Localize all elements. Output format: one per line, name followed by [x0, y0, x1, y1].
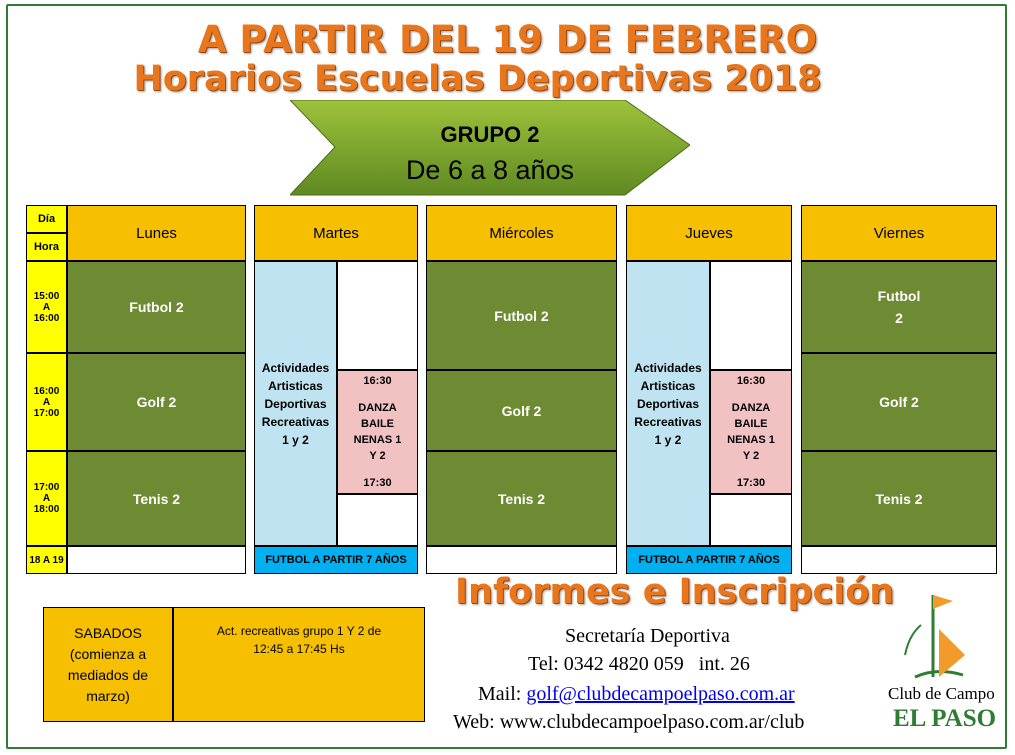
- danza-label: DANZA BAILE NENAS 1 Y 2: [727, 402, 775, 462]
- danza-label: DANZA BAILE NENAS 1 Y 2: [353, 402, 402, 462]
- day-header-jueves: Jueves: [626, 205, 792, 261]
- martes-futbol-7: FUTBOL A PARTIR 7 AÑOS: [254, 546, 418, 574]
- club-flag-logo-icon: [895, 585, 985, 685]
- viernes-futbol: Futbol 2: [801, 261, 997, 353]
- group-label: GRUPO 2: [440, 122, 540, 147]
- page-title: A PARTIR DEL 19 DE FEBRERO: [197, 18, 818, 61]
- miercoles-futbol: Futbol 2: [426, 261, 617, 370]
- lunes-tenis: Tenis 2: [67, 451, 246, 546]
- jueves-empty-top: [710, 261, 792, 370]
- time-slot-2: 16:00 A 17:00: [26, 353, 67, 451]
- logo-line2: EL PASO: [893, 705, 997, 732]
- jueves-empty-bottom: [710, 494, 792, 546]
- info-tel: Tel: 0342 4820 059 int. 26: [528, 653, 750, 675]
- martes-danza: [337, 370, 418, 494]
- info-mail-label: Mail:: [478, 683, 522, 705]
- danza-start-time: 16:30: [736, 375, 766, 387]
- day-header-lunes: Lunes: [67, 205, 246, 261]
- info-web: Web: www.clubdecampoelpaso.com.ar/club: [453, 711, 805, 733]
- miercoles-empty: [426, 546, 617, 574]
- saturday-detail: Act. recreativas grupo 1 Y 2 de 12:45 a 17:45 Hs: [173, 607, 425, 722]
- martes-artisticas: Actividades Artisticas Deportivas Recreativas 1 y 2: [254, 261, 337, 546]
- hora-header: Hora: [26, 233, 67, 261]
- lunes-golf: Golf 2: [67, 353, 246, 451]
- viernes-tenis: Tenis 2: [801, 451, 997, 546]
- danza-end-time: 17:30: [363, 477, 392, 489]
- info-dept: Secretaría Deportiva: [565, 625, 730, 647]
- martes-empty-top: [337, 261, 418, 370]
- page-subtitle: Horarios Escuelas Deportivas 2018: [133, 59, 822, 99]
- miercoles-golf: Golf 2: [426, 370, 617, 451]
- time-slot-1: 15:00 A 16:00: [26, 261, 67, 353]
- day-header-miercoles: Miércoles: [426, 205, 617, 261]
- dia-header: Día: [26, 205, 67, 233]
- info-mail-link[interactable]: golf@clubdecampoelpaso.com.ar: [526, 683, 795, 705]
- time-slot-3: 17:00 A 18:00: [26, 451, 67, 546]
- lunes-futbol: Futbol 2: [67, 261, 246, 353]
- time-slot-4: 18 A 19: [26, 546, 67, 574]
- lunes-empty: [67, 546, 246, 574]
- miercoles-tenis: Tenis 2: [426, 451, 617, 546]
- logo-line1: Club de Campo: [888, 684, 995, 703]
- info-mail-row: [478, 683, 795, 706]
- viernes-golf: Golf 2: [801, 353, 997, 451]
- jueves-futbol-7: FUTBOL A PARTIR 7 AÑOS: [626, 546, 792, 574]
- danza-start-time: 16:30: [363, 375, 392, 387]
- jueves-danza: [710, 370, 792, 494]
- martes-empty-bottom: [337, 494, 418, 546]
- info-title: Informes e Inscripción: [455, 572, 895, 612]
- group-ages: De 6 a 8 años: [405, 155, 575, 185]
- viernes-empty: [801, 546, 997, 574]
- jueves-artisticas: Actividades Artisticas Deportivas Recreativas 1 y 2: [626, 261, 710, 546]
- saturday-label: SABADOS (comienza a mediados de marzo): [43, 607, 173, 722]
- day-header-martes: Martes: [254, 205, 418, 261]
- danza-end-time: 17:30: [736, 477, 766, 489]
- day-header-viernes: Viernes: [801, 205, 997, 261]
